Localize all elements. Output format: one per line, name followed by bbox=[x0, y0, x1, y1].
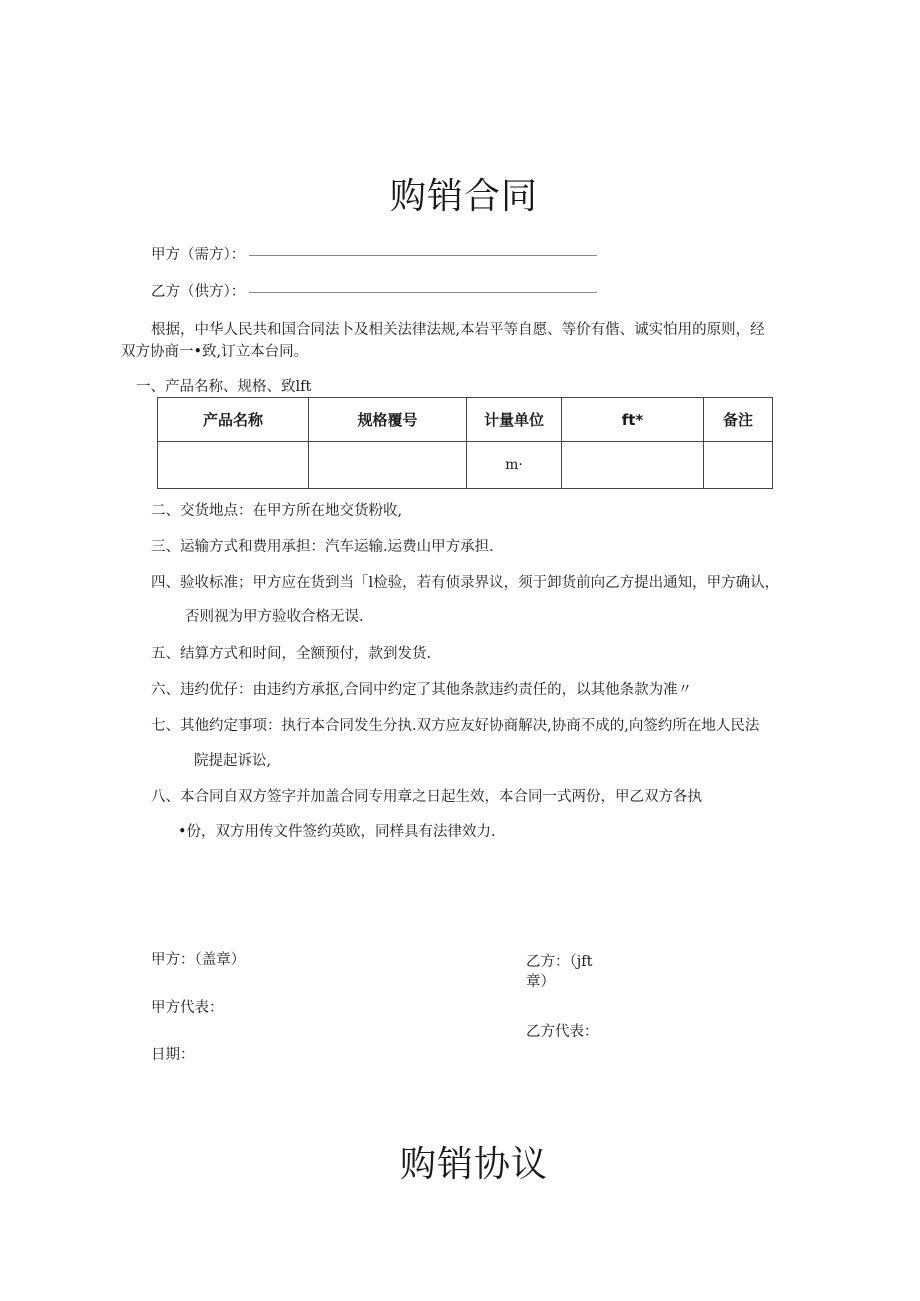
party-b-label: 乙方（供方）： bbox=[151, 284, 246, 300]
cell-product-name bbox=[158, 442, 309, 489]
party-b-field bbox=[151, 282, 597, 302]
party-a-seal: 甲方：（盖章） bbox=[151, 952, 246, 968]
header-remarks: 备注 bbox=[704, 398, 773, 442]
party-b-seal-line-1: 乙方：（jft bbox=[526, 954, 593, 970]
cell-remarks bbox=[704, 442, 773, 489]
intro-line-2: 双方协商一•致,订立本台同。 bbox=[121, 344, 309, 360]
header-quantity: ft* bbox=[562, 398, 704, 442]
clause-2: 二、交货地点：在甲方所在地交货粉收, bbox=[151, 503, 403, 519]
party-b-blank-line bbox=[249, 291, 597, 293]
party-b-seal-line-2: 章） bbox=[526, 974, 555, 990]
clause-5: 五、结算方式和时间，全额预付，款到发货. bbox=[151, 646, 432, 662]
product-table bbox=[157, 397, 773, 489]
clause-7-line-2: 院提起诉讼, bbox=[194, 753, 272, 769]
clause-6: 六、违约优仔：由违约方承抠,合同中约定了其他条款违约责任的，以其他条款为准〃 bbox=[151, 682, 693, 698]
clause-8-line-2: •份，双方用传文件签约英欧，同样具有法律效力. bbox=[178, 824, 496, 840]
clause-7-line-1: 七、其他约定事项：执行本合同发生分执.双方应友好协商解决,协商不成的,向签约所在地人民法 bbox=[151, 718, 760, 734]
table-header-row bbox=[158, 398, 773, 442]
cell-quantity bbox=[562, 442, 704, 489]
date-label: 日期： bbox=[151, 1047, 195, 1063]
contract-title: 购销合同 bbox=[390, 176, 539, 217]
party-b-representative: 乙方代表： bbox=[526, 1024, 599, 1040]
clause-8-line-1: 八、本合同自双方签字并加盖合同专用章之日起生效，本合同一式两份，甲乙双方各执 bbox=[151, 789, 702, 805]
party-a-representative: 甲方代表： bbox=[151, 1000, 224, 1016]
clause-4-line-1: 四、验收标准；甲方应在货到当「l检验，若有侦录界议，须于卸货前向乙方提出通知，甲方确认， bbox=[151, 575, 780, 591]
party-a-blank-line bbox=[249, 254, 597, 256]
header-spec-model: 规格覆号 bbox=[309, 398, 467, 442]
next-page-title: 购销协议 bbox=[400, 1144, 549, 1185]
clause-3: 三、运输方式和费用承担：汽车运输.运费山甲方承担. bbox=[151, 539, 494, 555]
intro-line-1: 根据，中华人民共和国合同法卜及相关法律法规,本岩平等自愿、等价有偕、诚实怕用的原则，经 bbox=[151, 322, 765, 338]
section-1-heading: 一、产品名称、规格、致lft bbox=[136, 379, 312, 395]
table-row bbox=[158, 442, 773, 489]
party-a-field bbox=[151, 245, 597, 265]
party-a-label: 甲方（需方）： bbox=[151, 247, 246, 263]
header-unit: 计量单位 bbox=[467, 398, 562, 442]
cell-unit: m· bbox=[467, 442, 562, 489]
cell-spec-model bbox=[309, 442, 467, 489]
clause-4-line-2: 否则视为甲方验收合格无误. bbox=[185, 609, 364, 625]
header-product-name: 产品名称 bbox=[158, 398, 309, 442]
